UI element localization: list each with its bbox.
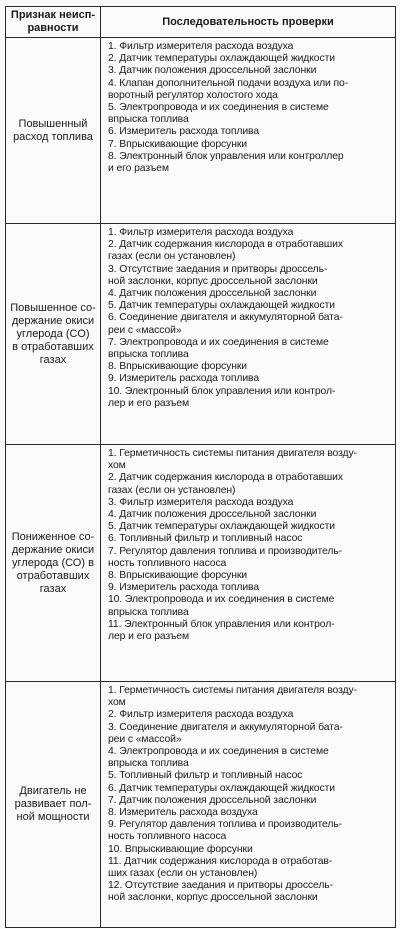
check-step xyxy=(108,448,395,472)
check-step-line: 10. Впрыскивающие форсунки xyxy=(108,843,253,855)
table-header-row xyxy=(6,7,396,38)
check-step-line: 2. Датчик температуры охлаждающей жидкости xyxy=(108,53,335,65)
check-step-line: 2. Датчик содержания кислорода в отработавших xyxy=(108,239,343,251)
check-step xyxy=(108,151,395,175)
check-step-line: 2. Фильтр измерителя расхода воздуха xyxy=(108,709,294,721)
check-step-line: 9. Измеритель расхода топлива xyxy=(108,582,260,594)
check-step xyxy=(108,139,395,151)
symptom-cell xyxy=(6,224,101,445)
check-step-line: 7. Датчик положения дроссельной заслонки xyxy=(108,794,317,806)
check-step-line: лер и его разъем xyxy=(108,631,189,643)
symptom-header-line: Признак неисп- xyxy=(10,9,96,21)
check-step xyxy=(108,472,395,496)
check-step-line: 3. Фильтр измерителя расхода воздуха xyxy=(108,496,294,508)
check-step-line: 5. Датчик температуры охлаждающей жидкости xyxy=(108,300,335,312)
symptom-cell xyxy=(6,38,101,224)
check-step-line: воротный регулятор холостого хода xyxy=(108,89,278,101)
check-step xyxy=(108,594,395,618)
symptom-text-line: ной мощности xyxy=(16,811,90,823)
check-step-line: и его разъем xyxy=(108,163,169,175)
check-step-line: 4. Электропровода и их соединения в системе xyxy=(108,746,329,758)
symptom-text-line: газах xyxy=(39,353,67,366)
symptom-text-line: Повышенный xyxy=(18,117,88,130)
check-step-line: 3. Отсутствие заедания и притворы дроссель- xyxy=(108,263,328,275)
check-step xyxy=(108,386,395,410)
check-step-line: 1. Герметичность системы питания двигателя возду- xyxy=(108,685,357,696)
check-step xyxy=(108,264,395,288)
check-step xyxy=(108,65,395,77)
check-step-line: 9. Измеритель расхода топлива xyxy=(108,373,260,385)
check-step-line: 7. Электропровода и их соединения в системе xyxy=(108,336,329,348)
check-step-line: 11. Электронный блок управления или контрол- xyxy=(108,618,335,630)
check-step xyxy=(108,533,395,545)
symptom-text-line: углерода (СО) в xyxy=(12,556,94,569)
check-step xyxy=(108,337,395,361)
check-step xyxy=(108,819,395,843)
check-step-line: 1. Герметичность системы питания двигателя возду- xyxy=(108,448,357,459)
check-step-line: 5. Датчик температуры охлаждающей жидкости xyxy=(108,521,335,533)
check-step-line: газах (если он установлен) xyxy=(108,251,236,263)
check-sequence-cell xyxy=(101,224,396,445)
check-step-line: 2. Датчик содержания кислорода в отработавших xyxy=(108,472,343,484)
check-step-line: 10. Электропровода и их соединения в системе xyxy=(108,594,335,606)
symptom-text-line: углерода (СО) xyxy=(16,327,90,340)
check-step xyxy=(108,312,395,336)
check-step xyxy=(108,53,395,65)
check-step xyxy=(108,619,395,643)
symptom-text-line: держание окиси xyxy=(11,543,95,556)
check-step-line: 10. Электронный блок управления или контрол- xyxy=(108,385,336,397)
check-step-line: лер и его разъем xyxy=(108,397,189,409)
check-sequence-cell xyxy=(101,38,396,224)
check-step xyxy=(108,807,395,819)
check-step xyxy=(108,521,395,533)
check-step-line: 6. Измеритель расхода топлива xyxy=(108,126,260,138)
check-step xyxy=(108,709,395,721)
check-step xyxy=(108,239,395,263)
symptom-text-line: расход топлива xyxy=(13,130,93,143)
table-body xyxy=(6,38,396,928)
check-step-line: 8. Впрыскивающие форсунки xyxy=(108,570,247,582)
check-step-line: хом xyxy=(108,460,126,472)
check-step-line: 4. Датчик положения дроссельной заслонки xyxy=(108,509,317,521)
check-step-line: 6. Соединение двигателя и аккумуляторной бата- xyxy=(108,312,343,324)
table-row xyxy=(6,38,396,224)
check-sequence-cell xyxy=(101,445,396,682)
sequence-column-header: Последовательность проверки xyxy=(101,7,396,38)
check-step xyxy=(108,497,395,509)
check-sequence-cell xyxy=(101,682,396,928)
symptom-header-line: равности xyxy=(27,22,79,34)
symptom-text-line: держание окиси xyxy=(11,314,95,327)
check-step-line: 8. Впрыскивающие форсунки xyxy=(108,361,247,373)
check-step-line: впрыска топлива xyxy=(108,606,189,618)
check-step xyxy=(108,373,395,385)
check-step-line: 4. Клапан дополнительной подачи воздуха или по- xyxy=(108,77,349,89)
check-step-line: ших газах (если он установлен) xyxy=(108,868,258,880)
check-step xyxy=(108,546,395,570)
check-step-line: 9. Регулятор давления топлива и производитель- xyxy=(108,819,343,831)
check-step xyxy=(108,746,395,770)
check-step-line: 7. Регулятор давления топлива и производитель- xyxy=(108,545,343,557)
check-step xyxy=(108,856,395,880)
table-row xyxy=(6,224,396,445)
check-step-line: ной заслонки, корпус дроссельной заслонки xyxy=(108,892,318,904)
symptom-cell xyxy=(6,445,101,682)
check-step xyxy=(108,361,395,373)
symptom-text-line: отработавших xyxy=(16,569,90,582)
check-step xyxy=(108,783,395,795)
check-step-line: реи с «массой» xyxy=(108,324,182,336)
check-step xyxy=(108,288,395,300)
check-step-line: 4. Датчик положения дроссельной заслонки xyxy=(108,288,317,300)
check-step xyxy=(108,41,395,53)
check-step xyxy=(108,570,395,582)
check-step-line: 12. Отсутствие заедания и притворы дроссель- xyxy=(108,880,333,892)
check-step-line: ной заслонки, корпус дроссельной заслонки xyxy=(108,275,318,287)
check-step xyxy=(108,78,395,102)
check-step-line: 1. Фильтр измерителя расхода воздуха xyxy=(108,41,294,52)
table-row xyxy=(6,682,396,928)
symptom-text-line: газах xyxy=(39,582,67,595)
check-step xyxy=(108,844,395,856)
check-step-line: 11. Датчик содержания кислорода в отработав- xyxy=(108,855,333,867)
check-step xyxy=(108,126,395,138)
check-step-line: хом xyxy=(108,697,126,709)
symptom-text-line: в отработавших xyxy=(12,340,94,353)
check-step-line: 3. Соединение двигателя и аккумуляторной бата- xyxy=(108,721,343,733)
check-step-line: 8. Измеритель расхода воздуха xyxy=(108,807,258,819)
check-step-line: реи с «массой» xyxy=(108,733,182,745)
check-step-line: 5. Топливный фильтр и топливный насос xyxy=(108,770,303,782)
check-step xyxy=(108,102,395,126)
symptom-text-line: Пониженное со- xyxy=(11,530,95,543)
check-step-line: 7. Впрыскивающие форсунки xyxy=(108,138,247,150)
check-step xyxy=(108,685,395,709)
check-step-line: 6. Топливный фильтр и топливный насос xyxy=(108,533,303,545)
check-step-line: впрыска топлива xyxy=(108,349,189,361)
symptom-text-line: развивает пол- xyxy=(14,798,92,810)
check-step xyxy=(108,795,395,807)
check-step-line: газах (если он установлен) xyxy=(108,484,236,496)
symptom-text-line: Двигатель не xyxy=(19,785,87,797)
check-step xyxy=(108,722,395,746)
check-step-line: 1. Фильтр измерителя расхода воздуха xyxy=(108,227,294,238)
check-step xyxy=(108,509,395,521)
symptom-column-header xyxy=(6,7,101,38)
check-step-line: ность топливного насоса xyxy=(108,557,227,569)
check-step-line: 3. Датчик положения дроссельной заслонки xyxy=(108,65,317,77)
check-step-line: 6. Датчик температуры охлаждающей жидкости xyxy=(108,782,335,794)
check-step xyxy=(108,582,395,594)
diagnostic-table xyxy=(5,6,396,928)
check-step xyxy=(108,770,395,782)
check-step-line: 8. Электронный блок управления или контроллер xyxy=(108,150,344,162)
check-step-line: впрыска топлива xyxy=(108,758,189,770)
symptom-cell xyxy=(6,682,101,928)
check-step-line: впрыска топлива xyxy=(108,114,189,126)
check-step xyxy=(108,880,395,904)
check-step-line: 5. Электропровода и их соединения в системе xyxy=(108,102,329,114)
check-step xyxy=(108,227,395,239)
table-row xyxy=(6,445,396,682)
check-step xyxy=(108,300,395,312)
symptom-text-line: Повышенное со- xyxy=(10,301,96,314)
check-step-line: ность топливного насоса xyxy=(108,831,227,843)
